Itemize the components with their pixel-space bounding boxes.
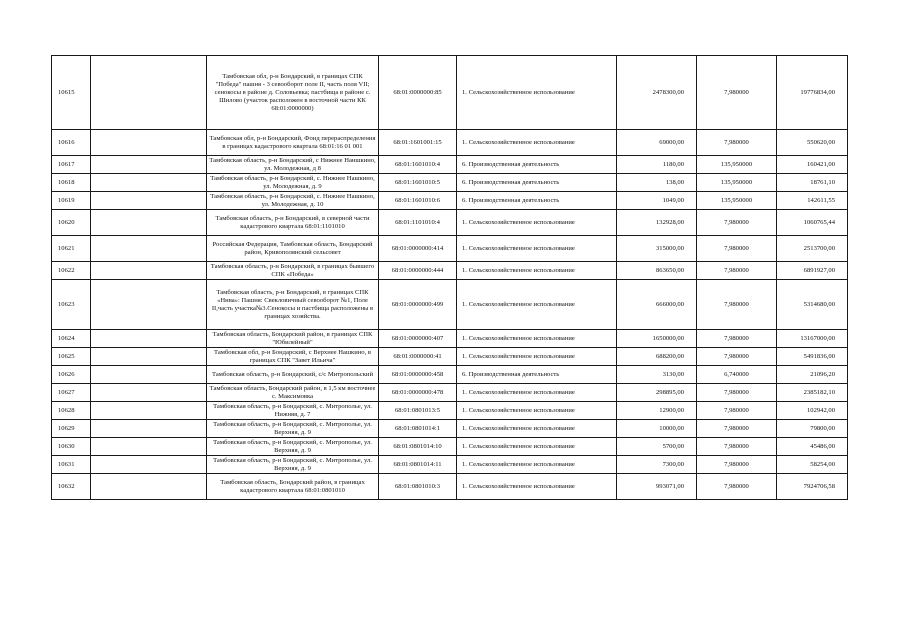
cadastral-value-cell: 79800,00 (777, 420, 848, 438)
area-cell: 666000,00 (617, 280, 697, 330)
land-use-cell: 1. Сельскохозяйственное использование (457, 384, 617, 402)
area-cell: 1049,00 (617, 192, 697, 210)
area-cell: 1650000,00 (617, 330, 697, 348)
table-row (52, 262, 848, 280)
specific-value-cell: 7,980000 (697, 474, 777, 500)
cadastral-value-cell: 160421,00 (777, 156, 848, 174)
address-cell: Тамбовская область, р-н Бондарский, с. Митрополье, ул. Верхняя, д. 9 (207, 420, 379, 438)
row-number-cell: 10621 (52, 236, 91, 262)
cadastral-value-cell: 7924706,58 (777, 474, 848, 500)
empty-cell (91, 192, 207, 210)
row-number-cell: 10626 (52, 366, 91, 384)
address-cell: Тамбовская область, р-н Бондарский, в северной части кадастрового квартала 68:01:1101010 (207, 210, 379, 236)
address-cell: Тамбовская обл, р-н Бондарский, в границах СПК "Победа" пашня - 3 севооборот поле II, часть поля VII; сенокосы в районе д. Соловьевка; пастбища в районе с. Шилово (участок расположен в восточной части КК 68:01:0000000) (207, 56, 379, 130)
area-cell: 863650,00 (617, 262, 697, 280)
address-cell: Тамбовская обл, р-н Бондарский, с Верхнее Нашкино, в границах СПК "Завет Ильича" (207, 348, 379, 366)
area-cell: 688200,00 (617, 348, 697, 366)
area-cell: 12900,00 (617, 402, 697, 420)
area-cell: 132928,00 (617, 210, 697, 236)
land-use-cell: 1. Сельскохозяйственное использование (457, 236, 617, 262)
empty-cell (91, 280, 207, 330)
area-cell: 298895,00 (617, 384, 697, 402)
land-use-cell: 1. Сельскохозяйственное использование (457, 56, 617, 130)
empty-cell (91, 474, 207, 500)
table-row (52, 384, 848, 402)
specific-value-cell: 135,950000 (697, 174, 777, 192)
cadastral-number-cell: 68:01:0000000:41 (379, 348, 457, 366)
cadastral-value-cell: 13167000,00 (777, 330, 848, 348)
table-row (52, 156, 848, 174)
specific-value-cell: 135,950000 (697, 156, 777, 174)
row-number-cell: 10615 (52, 56, 91, 130)
cadastral-number-cell: 68:01:0000000:444 (379, 262, 457, 280)
land-use-cell: 1. Сельскохозяйственное использование (457, 438, 617, 456)
specific-value-cell: 7,980000 (697, 130, 777, 156)
row-number-cell: 10619 (52, 192, 91, 210)
cadastral-value-cell: 2385182,10 (777, 384, 848, 402)
cadastral-value-cell: 102942,00 (777, 402, 848, 420)
row-number-cell: 10623 (52, 280, 91, 330)
address-cell: Тамбовская область, Бондарский район, в границах кадастрового квартала 68:01:0801010 (207, 474, 379, 500)
cadastral-value-cell: 1060765,44 (777, 210, 848, 236)
address-cell: Тамбовская область, Бондарский район, в 1,5 км восточнее с. Максимовка (207, 384, 379, 402)
cadastral-number-cell: 68:01:0000000:478 (379, 384, 457, 402)
land-use-cell: 6. Производственная деятельность (457, 156, 617, 174)
land-use-cell: 1. Сельскохозяйственное использование (457, 280, 617, 330)
empty-cell (91, 174, 207, 192)
row-number-cell: 10631 (52, 456, 91, 474)
table-body (52, 56, 848, 500)
cadastral-value-cell: 18761,10 (777, 174, 848, 192)
land-use-cell: 1. Сельскохозяйственное использование (457, 330, 617, 348)
land-use-cell: 1. Сельскохозяйственное использование (457, 420, 617, 438)
empty-cell (91, 420, 207, 438)
land-use-cell: 1. Сельскохозяйственное использование (457, 402, 617, 420)
land-use-cell: 1. Сельскохозяйственное использование (457, 130, 617, 156)
specific-value-cell: 6,740000 (697, 366, 777, 384)
area-cell: 138,00 (617, 174, 697, 192)
land-use-cell: 6. Производственная деятельность (457, 366, 617, 384)
cadastral-value-cell: 45486,00 (777, 438, 848, 456)
cadastral-number-cell: 68:01:0000000:85 (379, 56, 457, 130)
row-number-cell: 10625 (52, 348, 91, 366)
row-number-cell: 10618 (52, 174, 91, 192)
area-cell: 3130,00 (617, 366, 697, 384)
specific-value-cell: 7,980000 (697, 348, 777, 366)
cadastral-number-cell: 68:01:0801014:11 (379, 456, 457, 474)
land-use-cell: 1. Сельскохозяйственное использование (457, 262, 617, 280)
specific-value-cell: 7,980000 (697, 262, 777, 280)
area-cell: 7300,00 (617, 456, 697, 474)
cadastral-number-cell: 68:01:0801014:1 (379, 420, 457, 438)
cadastral-number-cell: 68:01:1601001:15 (379, 130, 457, 156)
table-row (52, 236, 848, 262)
area-cell: 69000,00 (617, 130, 697, 156)
cadastral-value-cell: 19776834,00 (777, 56, 848, 130)
row-number-cell: 10616 (52, 130, 91, 156)
specific-value-cell: 7,980000 (697, 56, 777, 130)
land-use-cell: 6. Производственная деятельность (457, 174, 617, 192)
row-number-cell: 10622 (52, 262, 91, 280)
area-cell: 2478300,00 (617, 56, 697, 130)
specific-value-cell: 7,980000 (697, 420, 777, 438)
address-cell: Тамбовская область, р-н Бондарский, с. Митрополье, ул. Верхняя, д. 9 (207, 456, 379, 474)
table-row (52, 192, 848, 210)
row-number-cell: 10617 (52, 156, 91, 174)
cadastral-number-cell: 68:01:0000000:414 (379, 236, 457, 262)
specific-value-cell: 7,980000 (697, 384, 777, 402)
empty-cell (91, 262, 207, 280)
address-cell: Тамбовская область, р-н Бондарский, с. Нижнее Нашкино, ул. Молодежная, д. 9 (207, 174, 379, 192)
table-row (52, 174, 848, 192)
cadastral-value-cell: 21096,20 (777, 366, 848, 384)
table-row (52, 56, 848, 130)
cadastral-number-cell: 68:01:1601010:5 (379, 174, 457, 192)
row-number-cell: 10630 (52, 438, 91, 456)
area-cell: 993071,00 (617, 474, 697, 500)
specific-value-cell: 7,980000 (697, 456, 777, 474)
empty-cell (91, 156, 207, 174)
cadastral-value-cell: 6891927,00 (777, 262, 848, 280)
land-use-cell: 1. Сельскохозяйственное использование (457, 348, 617, 366)
specific-value-cell: 135,950000 (697, 192, 777, 210)
address-cell: Тамбовская область, р-н Бондарский, с. Митрополье, ул. Верхняя, д. 9 (207, 438, 379, 456)
table-row (52, 348, 848, 366)
cadastral-number-cell: 68:01:1601010:4 (379, 156, 457, 174)
table-row (52, 330, 848, 348)
cadastral-number-cell: 68:01:0000000:458 (379, 366, 457, 384)
empty-cell (91, 210, 207, 236)
row-number-cell: 10629 (52, 420, 91, 438)
cadastral-number-cell: 68:01:0000000:407 (379, 330, 457, 348)
cadastral-value-cell: 58254,00 (777, 456, 848, 474)
cadastral-number-cell: 68:01:0801013:5 (379, 402, 457, 420)
area-cell: 5700,00 (617, 438, 697, 456)
land-use-cell: 1. Сельскохозяйственное использование (457, 474, 617, 500)
empty-cell (91, 402, 207, 420)
table-row (52, 420, 848, 438)
address-cell: Тамбовская область, Бондарский район, в границах СПК "Юбилейный" (207, 330, 379, 348)
table-row (52, 474, 848, 500)
address-cell: Тамбовская область, р-н Бондарский, с. Нижнее Нашкино, ул. Молодежная, д. 10 (207, 192, 379, 210)
empty-cell (91, 56, 207, 130)
cadastral-value-cell: 5314680,00 (777, 280, 848, 330)
area-cell: 10000,00 (617, 420, 697, 438)
land-use-cell: 1. Сельскохозяйственное использование (457, 210, 617, 236)
table-row (52, 402, 848, 420)
land-use-cell: 6. Производственная деятельность (457, 192, 617, 210)
table-row (52, 280, 848, 330)
cadastral-value-cell: 550620,00 (777, 130, 848, 156)
address-cell: Тамбовская обл, р-н Бондарский, Фонд перераспределения в границах кадастрового квартала 68:01:16 01 001 (207, 130, 379, 156)
area-cell: 315000,00 (617, 236, 697, 262)
empty-cell (91, 438, 207, 456)
cadastral-number-cell: 68:01:1601010:6 (379, 192, 457, 210)
cadastral-number-cell: 68:01:0000000:499 (379, 280, 457, 330)
empty-cell (91, 384, 207, 402)
empty-cell (91, 456, 207, 474)
address-cell: Тамбовская область, р-н Бондарский, в границах бывшего СПК «Победа» (207, 262, 379, 280)
specific-value-cell: 7,980000 (697, 402, 777, 420)
row-number-cell: 10628 (52, 402, 91, 420)
table-row (52, 456, 848, 474)
row-number-cell: 10620 (52, 210, 91, 236)
address-cell: Российская Федерация, Тамбовская область, Бондарский район, Кривополянский сельсовет (207, 236, 379, 262)
land-cadastral-value-table (51, 55, 848, 500)
specific-value-cell: 7,980000 (697, 210, 777, 236)
empty-cell (91, 366, 207, 384)
empty-cell (91, 130, 207, 156)
address-cell: Тамбовская область, р-н Бондарский, с/с Митропольский (207, 366, 379, 384)
row-number-cell: 10627 (52, 384, 91, 402)
cadastral-number-cell: 68:01:0801010:3 (379, 474, 457, 500)
cadastral-number-cell: 68:01:1101010:4 (379, 210, 457, 236)
address-cell: Тамбовская область, р-н Бондарский, с Нижнее Наншкино, ул. Молодежная, д 8 (207, 156, 379, 174)
empty-cell (91, 236, 207, 262)
table-row (52, 438, 848, 456)
address-cell: Тамбовская область, р-н Бондарский, в границах СПК «Нива»: Пашня: Свекловичный севооборот №1, Поле II,часть участка№3.Сенокосы и пастбища расположены в границах хозяйства. (207, 280, 379, 330)
specific-value-cell: 7,980000 (697, 330, 777, 348)
cadastral-value-cell: 142611,55 (777, 192, 848, 210)
cadastral-number-cell: 68:01:0801014:10 (379, 438, 457, 456)
cadastral-value-cell: 5491836,00 (777, 348, 848, 366)
table-row (52, 130, 848, 156)
specific-value-cell: 7,980000 (697, 236, 777, 262)
land-use-cell: 1. Сельскохозяйственное использование (457, 456, 617, 474)
table-row (52, 210, 848, 236)
cadastral-value-cell: 2513700,00 (777, 236, 848, 262)
empty-cell (91, 348, 207, 366)
table-row (52, 366, 848, 384)
specific-value-cell: 7,980000 (697, 438, 777, 456)
row-number-cell: 10624 (52, 330, 91, 348)
row-number-cell: 10632 (52, 474, 91, 500)
address-cell: Тамбовская область, р-н Бондарский, с. Митрополье, ул. Нижняя, д. 7 (207, 402, 379, 420)
specific-value-cell: 7,980000 (697, 280, 777, 330)
empty-cell (91, 330, 207, 348)
area-cell: 1180,00 (617, 156, 697, 174)
